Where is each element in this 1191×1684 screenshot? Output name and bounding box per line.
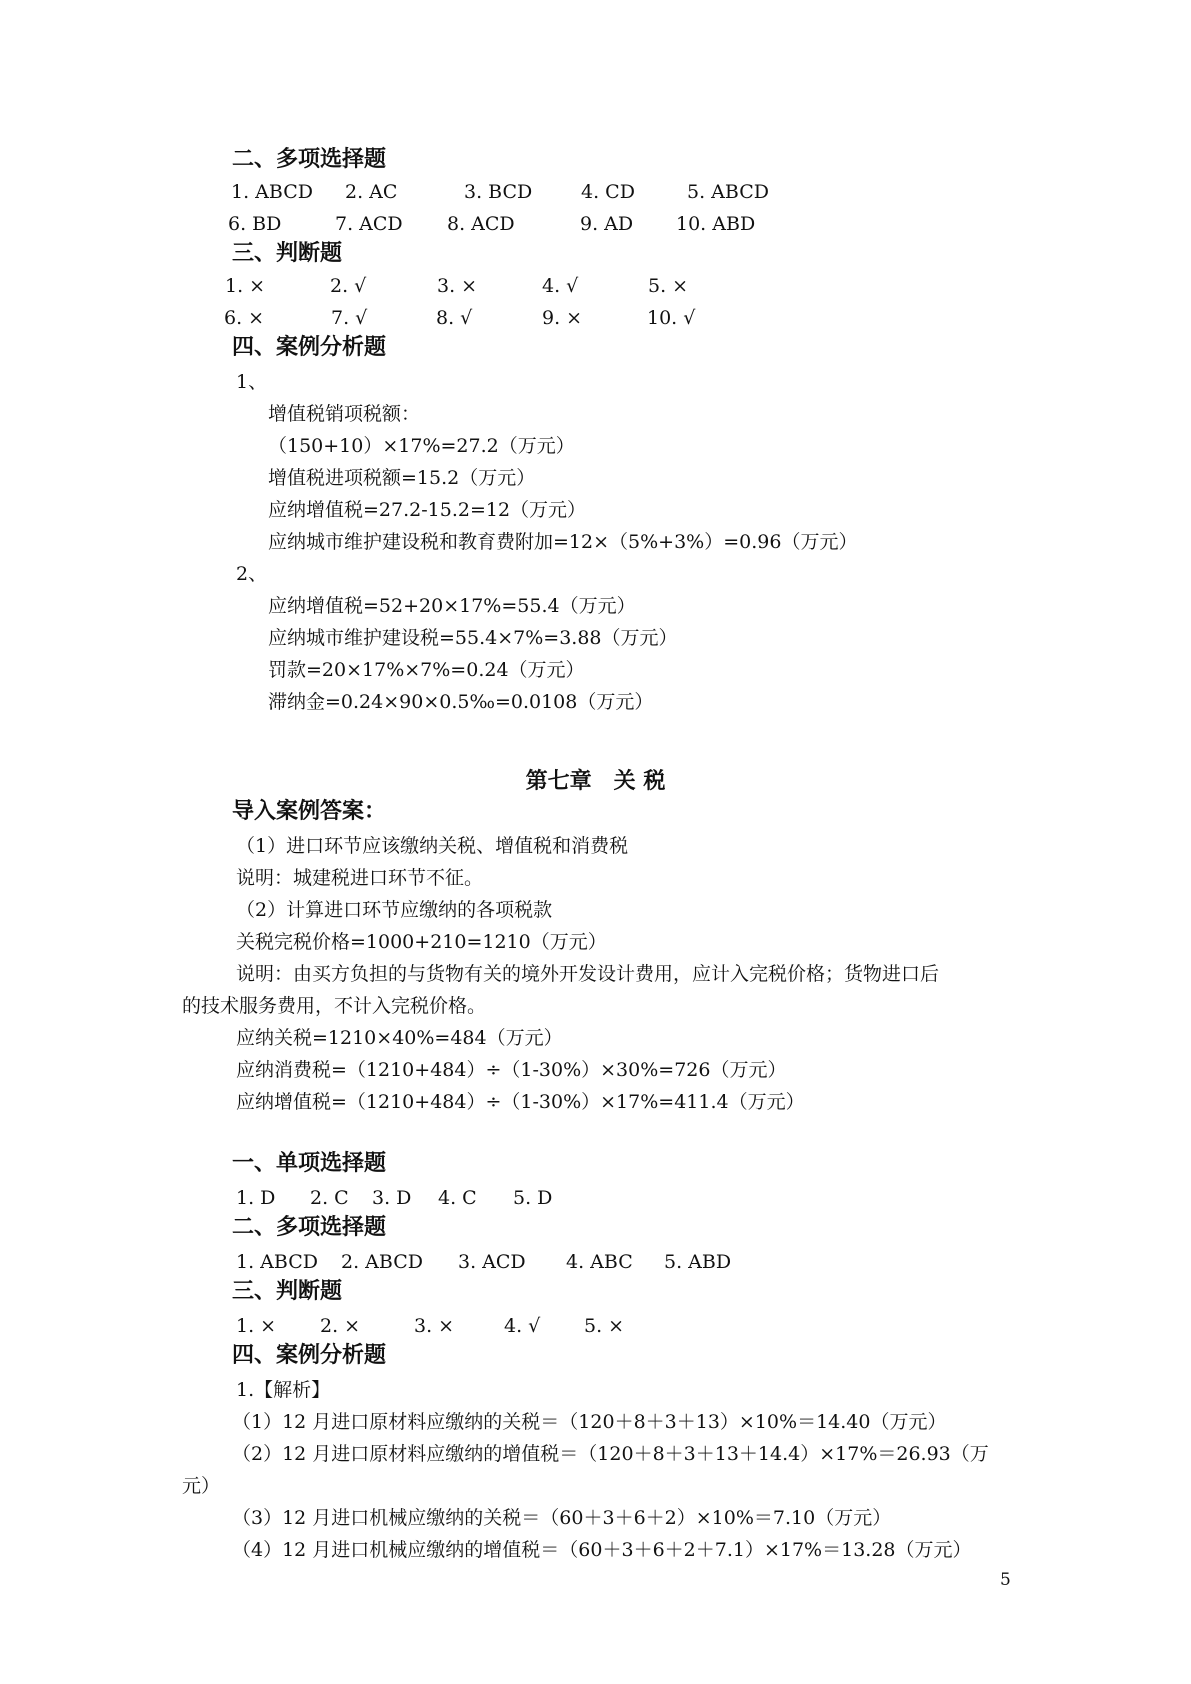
body-line: 说明：城建税进口环节不征。 <box>236 867 484 889</box>
body-line: （2）计算进口环节应缴纳的各项税款 <box>236 899 553 921</box>
body-line: 应纳关税=1210×40%=484（万元） <box>236 1027 563 1049</box>
calc-line: 元） <box>182 1475 221 1497</box>
answer-item: 8. ACD <box>447 213 515 235</box>
answer-item: 10. ABD <box>676 213 756 235</box>
multi-choice-heading: 二、多项选择题 <box>232 1215 387 1240</box>
answer-item: 4. CD <box>581 181 635 203</box>
chapter-title: 第七章 关 税 <box>525 769 666 794</box>
calc-line: 罚款=20×17%×7%=0.24（万元） <box>268 659 585 681</box>
calc-line: 滞纳金=0.24×90×0.5‰=0.0108（万元） <box>268 691 654 713</box>
answer-item: 4. √ <box>504 1315 541 1337</box>
answer-item: 5. × <box>584 1315 625 1337</box>
page-number: 5 <box>1000 1570 1011 1590</box>
single-choice-heading: 一、单项选择题 <box>232 1151 387 1176</box>
calc-line: 应纳增值税=52+20×17%=55.4（万元） <box>268 595 636 617</box>
answer-item: 1. × <box>236 1315 277 1337</box>
answer-item: 6. × <box>224 307 265 329</box>
calc-line: 应纳增值税=27.2-15.2=12（万元） <box>268 499 587 521</box>
calc-line: 应纳城市维护建设税和教育费附加=12×（5%+3%）=0.96（万元） <box>268 531 858 553</box>
answer-item: 8. √ <box>436 307 473 329</box>
answer-item: 2. ABCD <box>341 1251 423 1273</box>
calc-line: （2）12 月进口原材料应缴纳的增值税＝（120＋8＋3＋13＋14.4）×17%＝26.93（万 <box>232 1443 989 1465</box>
answer-item: 4. ABC <box>566 1251 633 1273</box>
case-analysis-heading: 四、案例分析题 <box>232 1343 387 1368</box>
answer-item: 9. AD <box>580 213 634 235</box>
body-line: 应纳增值税=（1210+484）÷（1-30%）×17%=411.4（万元） <box>236 1091 805 1113</box>
case-analysis-heading: 四、案例分析题 <box>232 335 387 360</box>
multi-choice-heading: 二、多项选择题 <box>232 147 387 172</box>
answer-item: 1. ABCD <box>236 1251 318 1273</box>
answer-item: 2. C <box>310 1187 349 1209</box>
answer-item: 7. √ <box>331 307 368 329</box>
analysis-label: 1.【解析】 <box>236 1379 331 1401</box>
body-line: 应纳消费税=（1210+484）÷（1-30%）×30%=726（万元） <box>236 1059 787 1081</box>
answer-item: 3. × <box>414 1315 455 1337</box>
answer-item: 6. BD <box>228 213 282 235</box>
answer-item: 2. × <box>320 1315 361 1337</box>
answer-item: 3. × <box>437 275 478 297</box>
answer-item: 3. BCD <box>464 181 533 203</box>
calc-line: （4）12 月进口机械应缴纳的增值税＝（60＋3＋6＋2＋7.1）×17%＝13.28（万元） <box>232 1539 972 1561</box>
answer-item: 2. √ <box>330 275 367 297</box>
judgment-heading: 三、判断题 <box>232 1279 343 1304</box>
answer-item: 9. × <box>542 307 583 329</box>
answer-item: 5. D <box>513 1187 553 1209</box>
calc-line: （150+10）×17%=27.2（万元） <box>268 435 575 457</box>
answer-item: 1. ABCD <box>231 181 313 203</box>
answer-item: 1. × <box>225 275 266 297</box>
calc-line: 增值税进项税额=15.2（万元） <box>268 467 536 489</box>
body-line: （1）进口环节应该缴纳关税、增值税和消费税 <box>236 835 629 857</box>
answer-item: 5. × <box>648 275 689 297</box>
body-line: 关税完税价格=1000+210=1210（万元） <box>236 931 607 953</box>
answer-item: 3. D <box>372 1187 412 1209</box>
answer-item: 1. D <box>236 1187 276 1209</box>
body-line: 说明：由买方负担的与货物有关的境外开发设计费用，应计入完税价格；货物进口后 <box>236 963 940 985</box>
intro-case-heading: 导入案例答案： <box>232 799 387 824</box>
answer-item: 7. ACD <box>335 213 403 235</box>
calc-line: 增值税销项税额： <box>268 403 421 425</box>
judgment-heading: 三、判断题 <box>232 241 343 266</box>
answer-item: 5. ABCD <box>687 181 769 203</box>
answer-item: 4. C <box>438 1187 477 1209</box>
case-number: 2、 <box>236 563 268 585</box>
answer-item: 5. ABD <box>664 1251 732 1273</box>
body-line: 的技术服务费用，不计入完税价格。 <box>182 995 487 1017</box>
answer-item: 3. ACD <box>458 1251 526 1273</box>
calc-line: （1）12 月进口原材料应缴纳的关税＝（120＋8＋3＋13）×10%＝14.40（万元） <box>232 1411 947 1433</box>
calc-line: （3）12 月进口机械应缴纳的关税＝（60＋3＋6＋2）×10%＝7.10（万元） <box>232 1507 892 1529</box>
answer-item: 10. √ <box>647 307 696 329</box>
answer-item: 4. √ <box>542 275 579 297</box>
calc-line: 应纳城市维护建设税=55.4×7%=3.88（万元） <box>268 627 678 649</box>
case-number: 1、 <box>236 371 268 393</box>
answer-item: 2. AC <box>345 181 398 203</box>
